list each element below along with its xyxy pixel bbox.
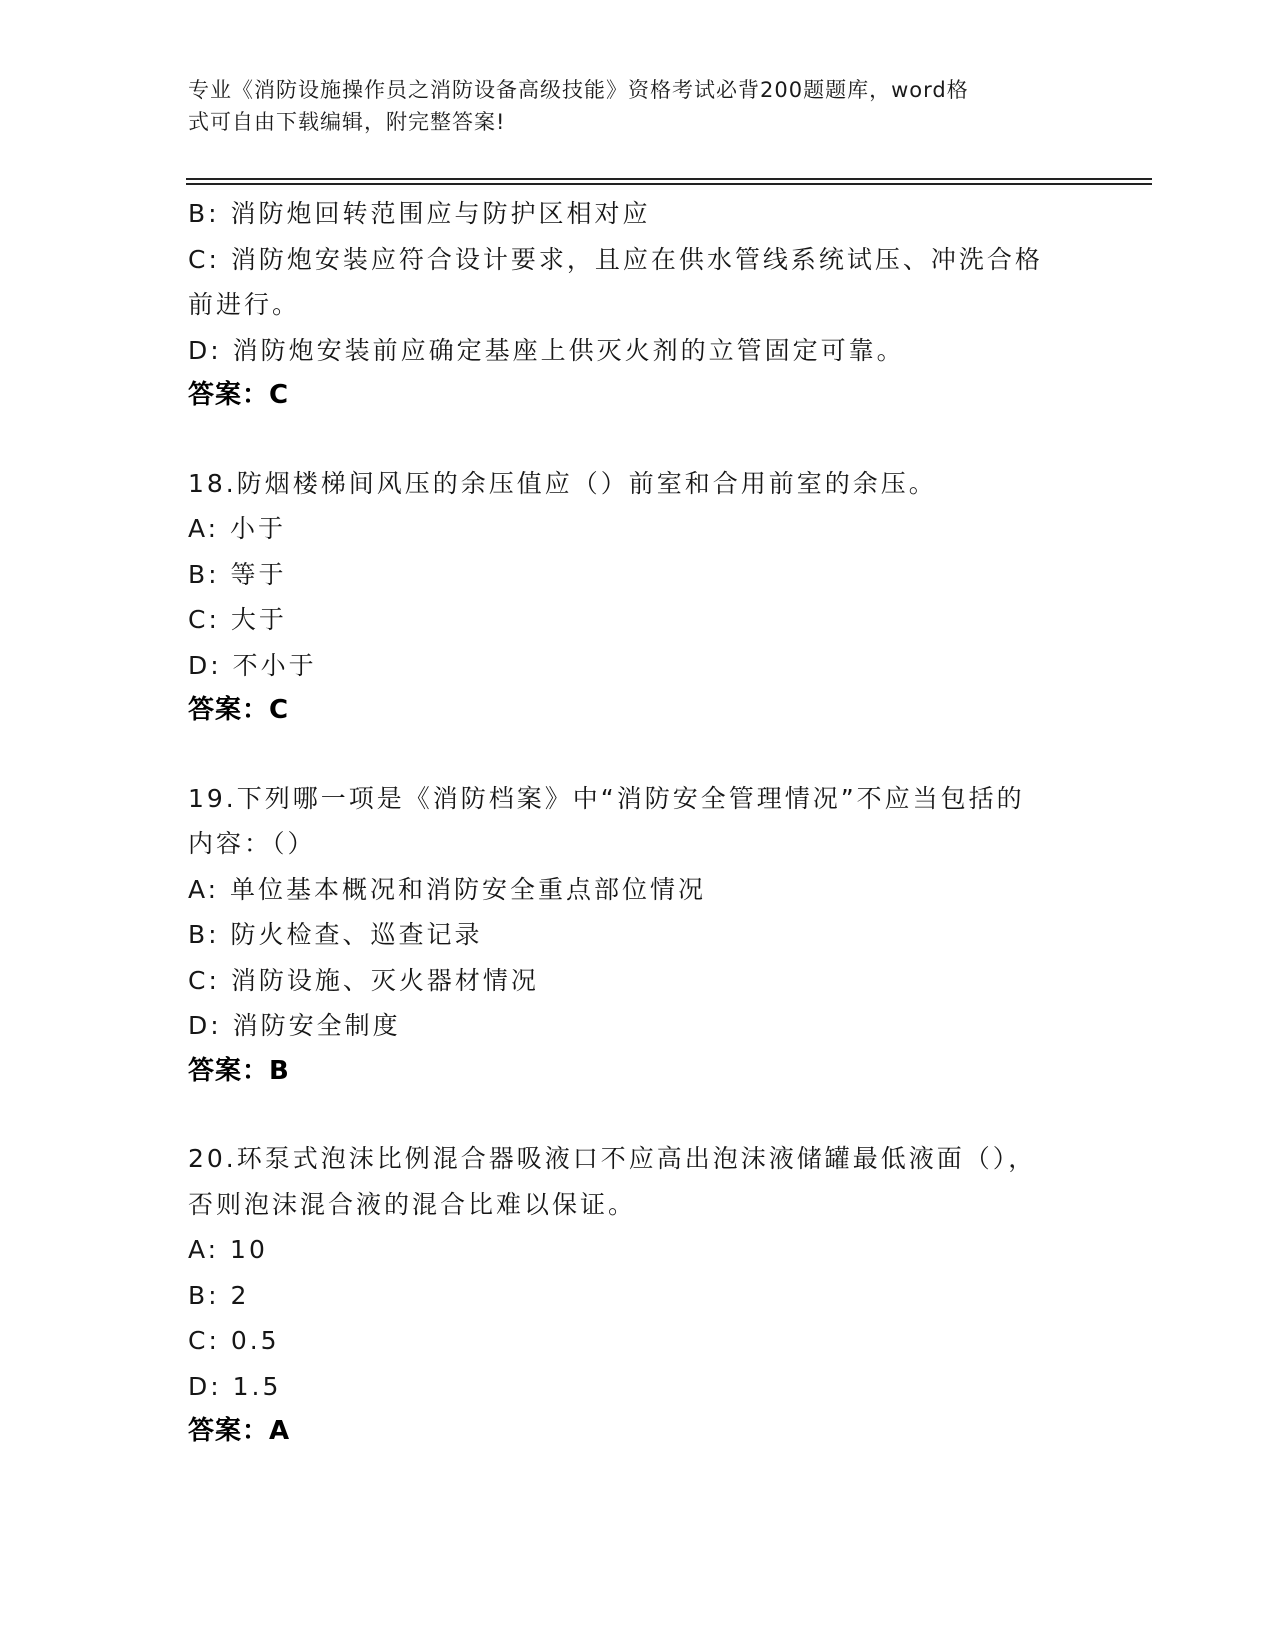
document-header — [188, 74, 1068, 138]
answer-text: 答案：C — [188, 380, 290, 410]
question-stem: 20.环泵式泡沫比例混合器吸液口不应高出泡沫液储罐最低液面（）， — [188, 1144, 1037, 1173]
option-b: B: 消防炮回转范围应与防护区相对应 — [188, 199, 651, 228]
option-c-continued: 前进行。 — [188, 290, 301, 319]
option-d: D: 消防安全制度 — [188, 1011, 401, 1040]
question-stem-continued: 否则泡沫混合液的混合比难以保证。 — [188, 1189, 637, 1219]
option-a: A: 小于 — [188, 514, 287, 543]
spacer — [188, 1094, 1088, 1136]
question-block-18 — [188, 461, 1088, 734]
option-c: C: 消防设施、灭火器材情况 — [188, 965, 539, 995]
header-line-1: 专业《消防设施操作员之消防设备高级技能》资格考试必背200题题库，word格 — [188, 78, 969, 102]
spacer — [188, 734, 1088, 776]
option-d: D: 不小于 — [188, 650, 317, 680]
question-stem: 18.防烟楼梯间风压的余压值应（）前室和合用前室的余压。 — [188, 468, 937, 498]
question-stem: 19.下列哪一项是《消防档案》中“消防安全管理情况”不应当包括的 — [188, 783, 1025, 813]
option-d: D: 1.5 — [188, 1371, 282, 1401]
question-block-17 — [188, 191, 1088, 419]
spacer — [188, 419, 1088, 461]
option-c: C: 0.5 — [188, 1326, 280, 1355]
option-b: B: 2 — [188, 1280, 250, 1310]
answer-text: 答案：A — [188, 1416, 291, 1446]
option-c: C: 消防炮安装应符合设计要求，且应在供水管线系统试压、冲洗合格 — [188, 244, 1043, 274]
question-list — [188, 191, 1088, 1455]
answer-text: 答案：C — [188, 695, 290, 725]
question-block-19 — [188, 776, 1088, 1095]
option-a: A: 10 — [188, 1235, 268, 1264]
answer-text: 答案：B — [188, 1055, 290, 1086]
option-c: C: 大于 — [188, 605, 287, 634]
option-b: B: 防火检查、巡查记录 — [188, 920, 483, 949]
header-divider-top — [186, 178, 1152, 180]
option-b: B: 等于 — [188, 559, 287, 589]
question-block-20 — [188, 1136, 1088, 1455]
option-a: A: 单位基本概况和消防安全重点部位情况 — [188, 874, 707, 904]
option-d: D: 消防炮安装前应确定基座上供灭火剂的立管固定可靠。 — [188, 335, 905, 365]
header-divider-bottom — [186, 183, 1152, 185]
question-stem-continued: 内容：（） — [188, 829, 316, 858]
header-line-2: 式可自由下载编辑，附完整答案! — [188, 110, 506, 134]
